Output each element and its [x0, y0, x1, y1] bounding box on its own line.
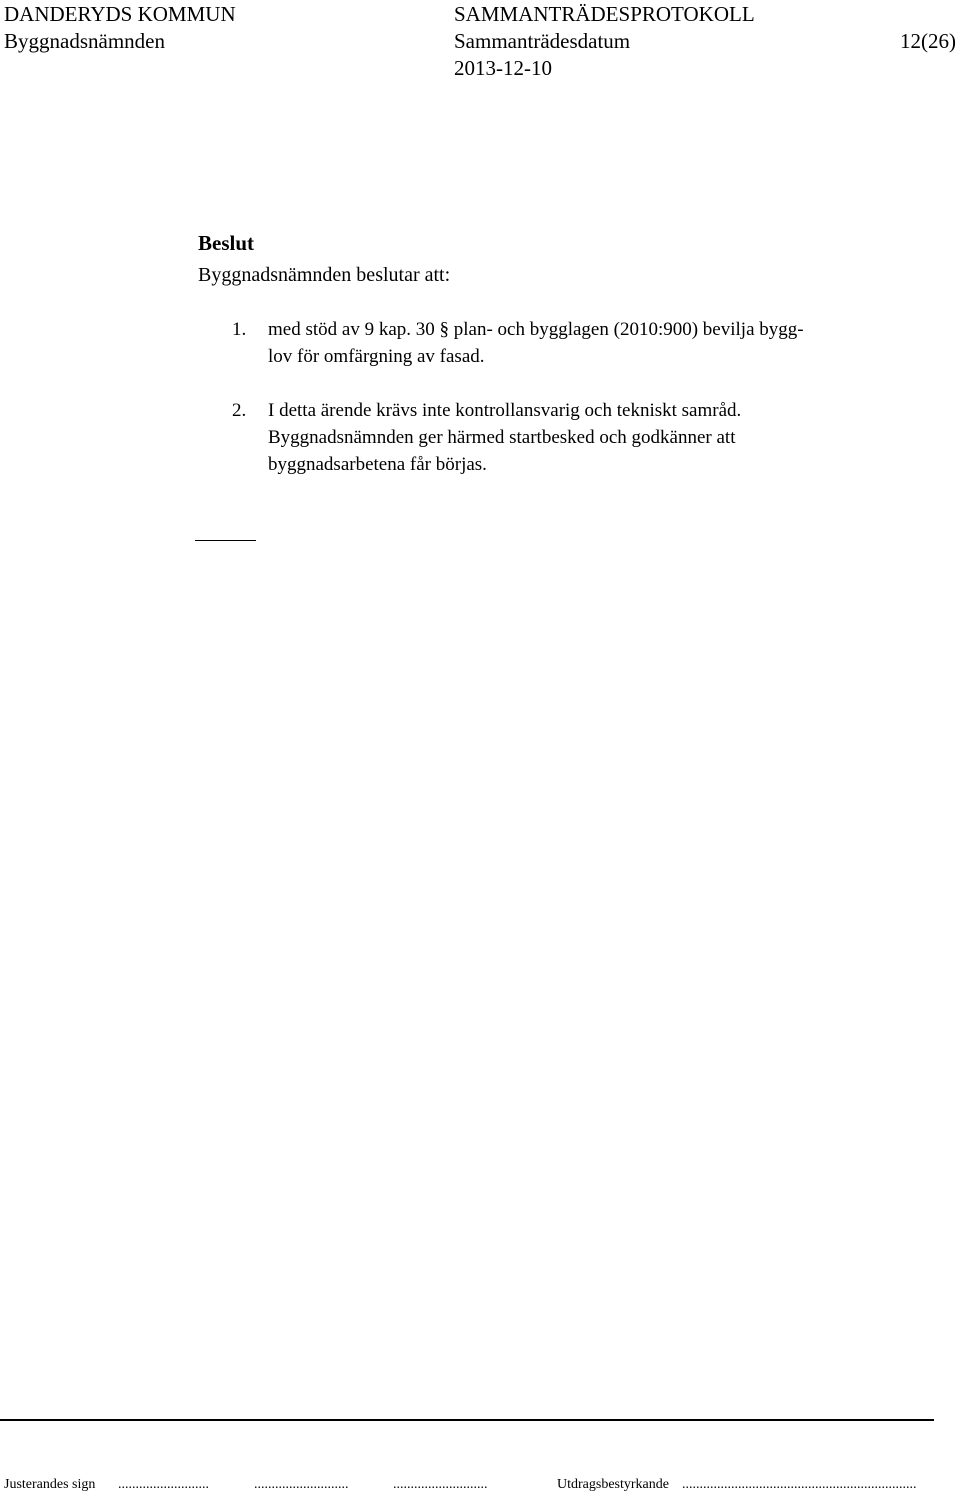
date-value: 2013-12-10 — [454, 56, 552, 80]
signature-dots: ........................... — [393, 1477, 488, 1492]
signature-dots: .......................... — [118, 1477, 209, 1492]
item-number: 1. — [232, 319, 247, 340]
item-number: 2. — [232, 400, 247, 421]
department-name: Byggnadsnämnden — [4, 29, 165, 53]
signature-dots: ................................................................... — [682, 1477, 917, 1492]
justerandes-sign-label: Justerandes sign — [4, 1477, 96, 1492]
utdragsbestyrkande-label: Utdragsbestyrkande — [557, 1477, 669, 1492]
item-text-line: med stöd av 9 kap. 30 § plan- och bygglagen (2010:900) bevilja bygg- — [268, 319, 804, 340]
decision-intro: Byggnadsnämnden beslutar att: — [198, 264, 451, 286]
document-type: SAMMANTRÄDESPROTOKOLL — [454, 2, 755, 26]
date-label: Sammanträdesdatum — [454, 29, 631, 53]
item-text-line: I detta ärende krävs inte kontrollansvarig och tekniskt samråd. — [268, 400, 742, 421]
decision-heading: Beslut — [198, 231, 255, 255]
signature-dots: ........................... — [254, 1477, 349, 1492]
footer-rule — [0, 1419, 934, 1421]
item-text-line: lov för omfärgning av fasad. — [268, 346, 485, 367]
section-separator — [195, 540, 256, 541]
item-text-line: byggnadsarbetena får börjas. — [268, 454, 487, 475]
item-text-line: Byggnadsnämnden ger härmed startbesked och godkänner att — [268, 427, 736, 448]
organization-name: DANDERYDS KOMMUN — [4, 2, 236, 26]
page-number: 12(26) — [900, 29, 956, 53]
